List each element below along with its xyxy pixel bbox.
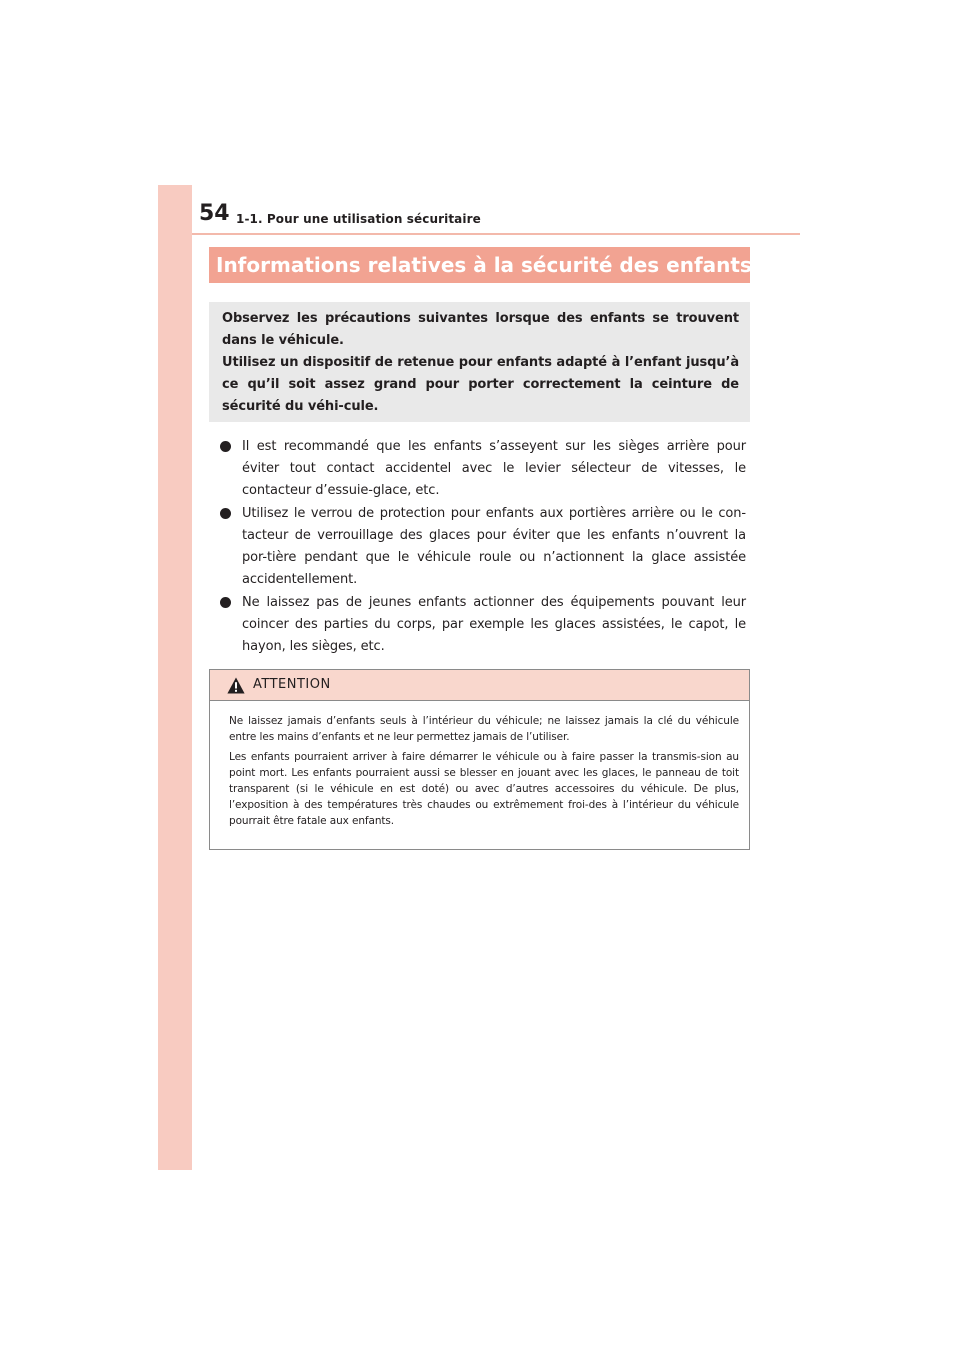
list-item bbox=[220, 503, 746, 591]
warning-box bbox=[209, 669, 750, 850]
warning-header bbox=[210, 670, 749, 701]
bullet-dot-icon bbox=[220, 441, 231, 452]
header-divider bbox=[192, 233, 800, 235]
list-item-text: Ne laissez pas de jeunes enfants actionner des équipements pouvant leur coincer des parties du corps, par exemple les glaces assistées, le capot, le hayon, les sièges, etc. bbox=[242, 595, 746, 654]
warning-body bbox=[210, 701, 749, 829]
warning-paragraph: Les enfants pourraient arriver à faire démarrer le véhicule ou à faire passer la transmis-sion au point mort. Les enfants pourraient aussi se blesser en jouant avec les glaces, le panneau de toit transparent (si le véhicule en est doté) ou avec d’autres accessoires du véhicule. De plus, l’exposition à des températures très chaudes ou extrêmement froi-des à l’intérieur du véhicule pourrait être fatale aux enfants. bbox=[229, 751, 739, 827]
section-title: Informations relatives à la sécurité des enfants bbox=[216, 253, 752, 277]
section-title-bar bbox=[209, 247, 750, 283]
section-label: 1-1. Pour une utilisation sécuritaire bbox=[236, 212, 481, 226]
list-item bbox=[220, 436, 746, 502]
bullet-dot-icon bbox=[220, 508, 231, 519]
intro-box bbox=[209, 302, 750, 422]
warning-triangle-icon bbox=[227, 677, 245, 694]
warning-paragraph: Ne laissez jamais d’enfants seuls à l’intérieur du véhicule; ne laissez jamais la clé du véhicule entre les mains d’enfants et ne leur permettez jamais de l’utiliser. bbox=[229, 715, 739, 743]
bullet-list bbox=[220, 436, 746, 659]
intro-paragraph: Utilisez un dispositif de retenue pour enfants adapté à l’enfant jusqu’à ce qu’il soit assez grand pour porter correctement la ceinture de sécurité du véhi-cule. bbox=[222, 355, 739, 414]
list-item-text: Utilisez le verrou de protection pour enfants aux portières arrière ou le con-tacteur de verrouillage des glaces pour éviter que les enfants n’ouvrent la por-tière pendant que le véhicule roule ou n’actionnent la glace assistée accidentellement. bbox=[242, 506, 746, 587]
list-item-text: Il est recommandé que les enfants s’asseyent sur les sièges arrière pour éviter tout contact accidentel avec le levier sélecteur de vitesses, le contacteur d’essuie-glace, etc. bbox=[242, 439, 746, 498]
warning-title: ATTENTION bbox=[253, 677, 331, 692]
page-number: 54 bbox=[199, 201, 230, 226]
bullet-dot-icon bbox=[220, 597, 231, 608]
list-item bbox=[220, 592, 746, 658]
side-tab-band bbox=[158, 185, 192, 1170]
intro-paragraph: Observez les précautions suivantes lorsque des enfants se trouvent dans le véhicule. bbox=[222, 311, 739, 348]
